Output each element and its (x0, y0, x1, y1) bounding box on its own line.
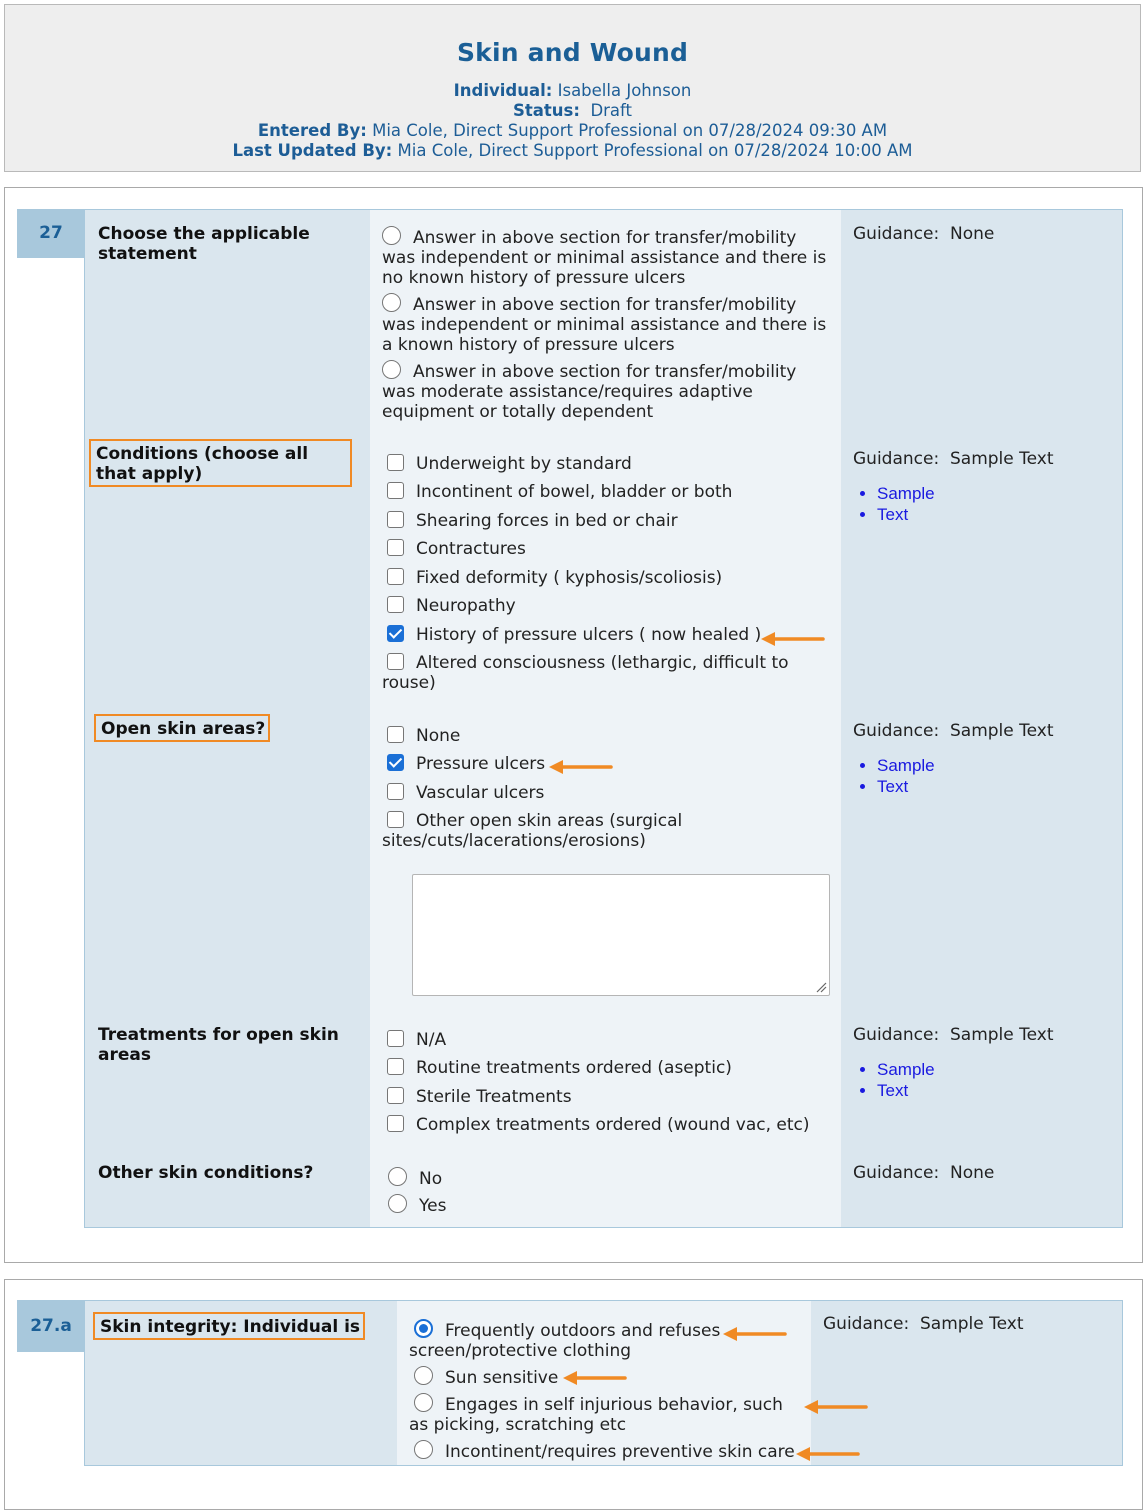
guidance: Guidance: None (853, 1163, 995, 1183)
guidance-links (853, 1059, 1054, 1101)
checkbox[interactable] (387, 568, 404, 585)
guidance: Guidance: Sample Text • Sample • Text (853, 721, 1054, 797)
checkbox-option[interactable]: Neuropathy (387, 596, 516, 616)
checkbox[interactable] (387, 726, 404, 743)
arrow-indicator-icon (721, 1326, 787, 1342)
radio-option[interactable]: Answer in above section for transfer/mobility was moderate assistance/requires adaptive equipment or totally dependent (382, 362, 797, 422)
arrow-indicator-icon (547, 759, 613, 775)
checkbox-option[interactable]: Pressure ulcers (387, 754, 545, 774)
checkbox-option[interactable]: None (387, 726, 460, 746)
radio-option[interactable]: Engages in self injurious behavior, such as picking, scratching etc (409, 1395, 783, 1435)
guidance-link[interactable]: • Sample (877, 1059, 1054, 1080)
guidance: Guidance: Sample Text (823, 1314, 1024, 1334)
row-label-conditions: Conditions (choose all that apply) (89, 439, 352, 487)
radio-button[interactable] (382, 360, 401, 379)
entered-line: Entered By: Mia Cole, Direct Support Professional on 07/28/2024 09:30 AM (257, 121, 888, 140)
guidance-links (853, 483, 1054, 525)
checkbox-option[interactable]: Routine treatments ordered (aseptic) (387, 1058, 732, 1078)
radio-option[interactable]: Sun sensitive (409, 1366, 807, 1388)
checkbox-option[interactable]: History of pressure ulcers ( now healed ) (387, 625, 761, 645)
arrow-indicator-icon (802, 1399, 868, 1415)
checkbox-checked[interactable] (387, 754, 404, 771)
checkbox[interactable] (387, 511, 404, 528)
checkbox[interactable] (387, 1115, 404, 1132)
resize-grip-icon[interactable] (815, 981, 827, 993)
status-line: Status: Draft (512, 101, 633, 120)
arrow-indicator-icon (561, 1370, 627, 1386)
radio-option[interactable]: Incontinent/requires preventive skin care (409, 1440, 807, 1462)
row-label-applicable-statement: Choose the applicable statement (98, 224, 310, 264)
individual-name: Isabella Johnson (557, 81, 692, 100)
radio-option[interactable]: Yes (388, 1194, 446, 1216)
arrow-indicator-icon (794, 1446, 860, 1462)
question-number: 27 (17, 209, 85, 258)
row-label-other-skin-conditions: Other skin conditions? (98, 1163, 314, 1183)
checkbox-option[interactable]: Vascular ulcers (387, 783, 544, 803)
checkbox[interactable] (387, 653, 404, 670)
checkbox-option[interactable]: Contractures (387, 539, 526, 559)
radio-button[interactable] (414, 1440, 433, 1459)
radio-button-selected[interactable] (414, 1319, 433, 1338)
checkbox-option[interactable]: Sterile Treatments (387, 1087, 572, 1107)
individual-line: Individual: Isabella Johnson (453, 81, 692, 100)
radio-button[interactable] (388, 1167, 407, 1186)
guidance-link[interactable]: • Text (877, 504, 1054, 525)
checkbox[interactable] (387, 1030, 404, 1047)
updated-line: Last Updated By: Mia Cole, Direct Support Professional on 07/28/2024 10:00 AM (232, 141, 913, 160)
checkbox[interactable] (387, 1058, 404, 1075)
checkbox[interactable] (387, 454, 404, 471)
checkbox-option[interactable]: Fixed deformity ( kyphosis/scoliosis) (387, 568, 722, 588)
guidance: Guidance: Sample Text • Sample • Text (853, 449, 1054, 525)
checkbox-option[interactable]: Underweight by standard (387, 454, 632, 474)
row-label-treatments: Treatments for open skin areas (98, 1025, 339, 1065)
page-title: Skin and Wound (456, 38, 689, 67)
question-number: 27.a (17, 1300, 85, 1352)
checkbox-option[interactable]: Shearing forces in bed or chair (387, 511, 678, 531)
guidance: Guidance: Sample Text • Sample • Text (853, 1025, 1054, 1101)
question-27-panel (4, 187, 1143, 1263)
other-open-skin-textarea[interactable] (412, 874, 830, 996)
checkbox[interactable] (387, 539, 404, 556)
radio-option[interactable]: Frequently outdoors and refuses screen/protective clothing (409, 1321, 721, 1361)
status-value: Draft (590, 101, 633, 120)
guidance-links (853, 755, 1054, 797)
checkbox[interactable] (387, 1087, 404, 1104)
checkbox-checked[interactable] (387, 625, 404, 642)
radio-button[interactable] (382, 226, 401, 245)
checkbox[interactable] (387, 596, 404, 613)
radio-option[interactable]: No (388, 1167, 442, 1189)
form-header (4, 4, 1141, 172)
radio-button[interactable] (382, 293, 401, 312)
row-label-open-skin-areas: Open skin areas? (94, 714, 270, 742)
row-label-skin-integrity: Skin integrity: Individual is (93, 1312, 365, 1340)
radio-button[interactable] (414, 1366, 433, 1385)
header-meta (5, 81, 1140, 161)
radio-button[interactable] (388, 1194, 407, 1213)
checkbox-option[interactable]: Altered consciousness (lethargic, difficult to rouse) (382, 653, 789, 693)
checkbox-option[interactable]: Other open skin areas (surgical sites/cuts/lacerations/erosions) (382, 811, 683, 851)
guidance: Guidance: None (853, 224, 995, 244)
checkbox[interactable] (387, 482, 404, 499)
checkbox-option[interactable]: Complex treatments ordered (wound vac, etc) (387, 1115, 810, 1135)
checkbox[interactable] (387, 783, 404, 800)
radio-option[interactable]: Answer in above section for transfer/mobility was independent or minimal assistance and there is a known history of pressure ulcers (382, 295, 827, 355)
checkbox-option[interactable]: N/A (387, 1030, 446, 1050)
checkbox[interactable] (387, 811, 404, 828)
entered-value: Mia Cole, Direct Support Professional on 07/28/2024 09:30 AM (372, 121, 888, 140)
arrow-indicator-icon (759, 631, 825, 647)
question-27a-panel (4, 1279, 1143, 1510)
guidance-link[interactable]: • Sample (877, 755, 1054, 776)
updated-value: Mia Cole, Direct Support Professional on 07/28/2024 10:00 AM (397, 141, 913, 160)
guidance-link[interactable]: • Sample (877, 483, 1054, 504)
guidance-link[interactable]: • Text (877, 1080, 1054, 1101)
radio-button[interactable] (414, 1393, 433, 1412)
guidance-link[interactable]: • Text (877, 776, 1054, 797)
radio-option[interactable]: Answer in above section for transfer/mobility was independent or minimal assistance and there is no known history of pressure ulcers (382, 228, 827, 288)
checkbox-option[interactable]: Incontinent of bowel, bladder or both (387, 482, 732, 502)
